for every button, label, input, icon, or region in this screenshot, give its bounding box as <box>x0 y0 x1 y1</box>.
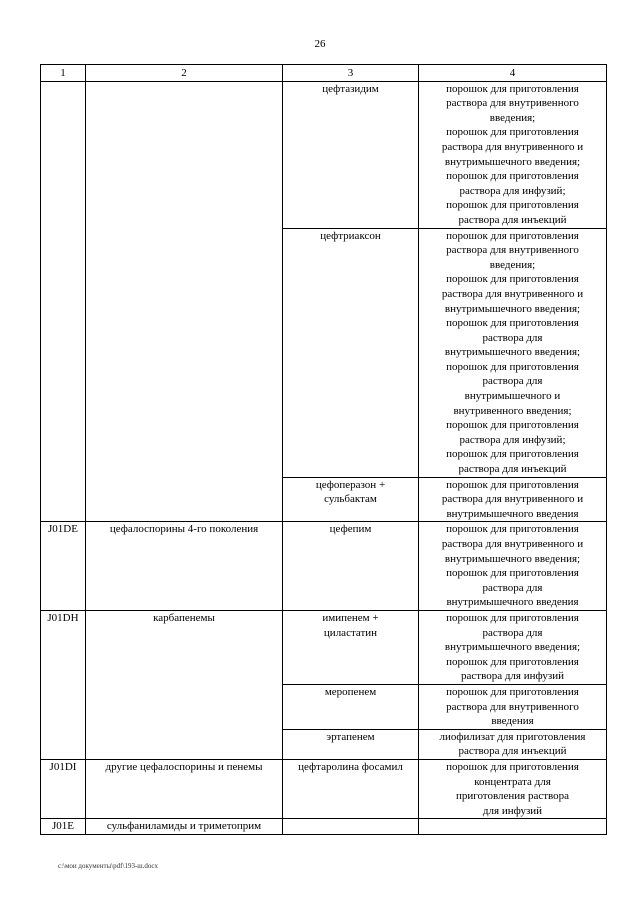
dosage-form-cell: порошок для приготовления раствора для внутривенного и внутримышечного введения; порошок для приготовления раствора для внутримышечного введения <box>419 522 607 611</box>
dosage-form-cell: порошок для приготовления раствора для внутривенного введения; порошок для приготовления раствора для внутривенного и внутримышечного введения; порошок для приготовления раствора для инфузий; порошок для приготовления раствора для инъекций <box>419 81 607 228</box>
group-name-cell: сульфаниламиды и триметоприм <box>86 819 283 835</box>
group-name-cell: цефалоспорины 4-го поколения <box>86 522 283 611</box>
column-header-form: 4 <box>419 65 607 82</box>
dosage-form-cell: порошок для приготовления раствора для внутривенного введения; порошок для приготовления раствора для внутривенного и внутримышечного введения; порошок для приготовления раствора для внутримышечного введения; порошок для приготовления раствора для внутримышечного и внутривенного введения; порошок для приготовления раствора для инфузий; порошок для приготовления раствора для инъекций <box>419 228 607 477</box>
atc-code-cell: J01DE <box>41 522 86 611</box>
drug-name-cell: цефтаролина фосамил <box>283 759 419 818</box>
drug-name-cell: цефепим <box>283 522 419 611</box>
group-name-cell: другие цефалоспорины и пенемы <box>86 759 283 818</box>
group-name-cell: карбапенемы <box>86 610 283 759</box>
table-row <box>41 522 607 611</box>
dosage-form-cell: порошок для приготовления раствора для внутривенного введения <box>419 684 607 729</box>
footer-file-path: c:\мои документы\pdf\193-ш.docx <box>58 862 159 870</box>
table-row <box>41 819 607 835</box>
table-row <box>41 81 607 228</box>
dosage-form-cell: порошок для приготовления раствора для внутримышечного введения; порошок для приготовления раствора для инфузий <box>419 610 607 684</box>
table-header-row <box>41 65 607 82</box>
column-header-drug: 3 <box>283 65 419 82</box>
dosage-form-cell <box>419 819 607 835</box>
drug-name-cell <box>283 819 419 835</box>
page-number: 26 <box>314 38 326 50</box>
atc-code-cell: J01DH <box>41 610 86 759</box>
dosage-form-cell: порошок для приготовления раствора для внутривенного и внутримышечного введения <box>419 477 607 522</box>
column-header-code: 1 <box>41 65 86 82</box>
table-row <box>41 759 607 818</box>
atc-code-cell: J01E <box>41 819 86 835</box>
drug-name-cell: цефтриаксон <box>283 228 419 477</box>
drug-name-cell: цефоперазон + сульбактам <box>283 477 419 522</box>
drug-name-cell: меропенем <box>283 684 419 729</box>
atc-code-cell: J01DI <box>41 759 86 818</box>
group-name-cell <box>86 81 283 522</box>
drug-name-cell: эртапенем <box>283 729 419 759</box>
drug-list-table <box>40 64 607 835</box>
drug-name-cell: имипенем + циластатин <box>283 610 419 684</box>
column-header-group: 2 <box>86 65 283 82</box>
dosage-form-cell: лиофилизат для приготовления раствора для инъекций <box>419 729 607 759</box>
drug-name-cell: цефтазидим <box>283 81 419 228</box>
table-row <box>41 610 607 684</box>
atc-code-cell <box>41 81 86 522</box>
dosage-form-cell: порошок для приготовления концентрата для приготовления раствора для инфузий <box>419 759 607 818</box>
